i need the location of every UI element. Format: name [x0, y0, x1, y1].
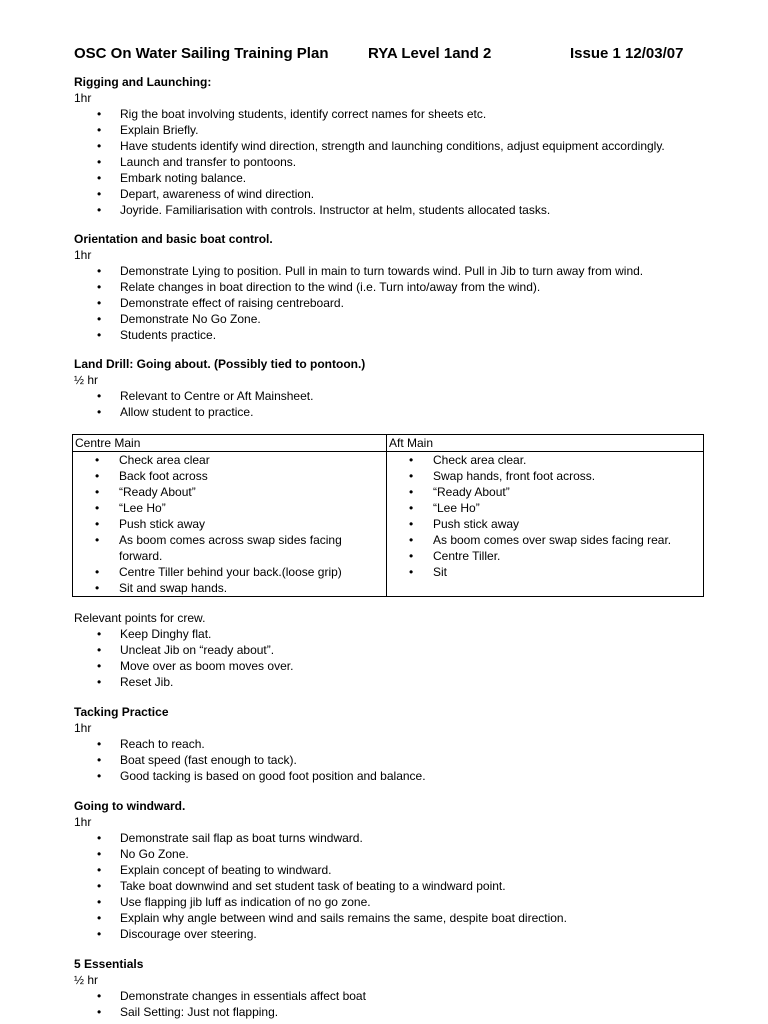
list-item: • Explain Briefly. [74, 122, 706, 138]
list-item: • Push stick away [75, 516, 384, 532]
section-going-to-windward [74, 798, 706, 942]
list-item: • Use flapping jib luff as indication of no go zone. [74, 894, 706, 910]
list-item: • Reset Jib. [74, 674, 706, 690]
document-issue: Issue 1 12/03/07 [570, 45, 684, 62]
list-item: • Centre Tiller behind your back.(loose grip) [75, 564, 384, 580]
bullet-list [74, 626, 706, 690]
list-item: • Boat speed (fast enough to tack). [74, 752, 706, 768]
list-item: • “Lee Ho” [389, 500, 701, 516]
section-title: Land Drill: Going about. (Possibly tied to pontoon.) [74, 357, 366, 371]
list-item: • Embark noting balance. [74, 170, 706, 186]
section-tacking-practice [74, 704, 706, 784]
list-item: • Reach to reach. [74, 736, 706, 752]
bullet-list [74, 736, 706, 784]
list-item: • Rig the boat involving students, identify correct names for sheets etc. [74, 106, 706, 122]
list-item: • Discourage over steering. [74, 926, 706, 942]
table-header-aft-main: Aft Main [387, 435, 704, 452]
list-item: • “Lee Ho” [75, 500, 384, 516]
list-item: • No Go Zone. [74, 846, 706, 862]
list-item: • Sail Setting: Just not flapping. [74, 1004, 706, 1020]
list-item: • Explain concept of beating to windward. [74, 862, 706, 878]
list-item: • Allow student to practice. [74, 404, 706, 420]
list-item: • Centre Tiller. [389, 548, 701, 564]
list-item: • Swap hands, front foot across. [389, 468, 701, 484]
going-about-table [72, 434, 704, 597]
table-header-centre-main: Centre Main [73, 435, 387, 452]
document-title: OSC On Water Sailing Training Plan [74, 45, 329, 62]
list-item: • Back foot across [75, 468, 384, 484]
table-cell-centre-main [73, 452, 387, 597]
document-page [74, 44, 706, 1020]
section-land-drill [74, 356, 706, 420]
section-5-essentials [74, 956, 706, 1020]
list-item: • Good tacking is based on good foot position and balance. [74, 768, 706, 784]
section-duration: 1hr [74, 721, 92, 735]
section-title: Going to windward. [74, 799, 186, 813]
bullet-list [74, 388, 706, 420]
list-item: • Students practice. [74, 327, 706, 343]
section-crew-points [74, 610, 706, 690]
bullet-list [74, 106, 706, 218]
list-item: • Take boat downwind and set student task of beating to a windward point. [74, 878, 706, 894]
list-item: • Keep Dinghy flat. [74, 626, 706, 642]
table-cell-aft-main [387, 452, 704, 597]
section-duration: ½ hr [74, 973, 99, 987]
section-title: 5 Essentials [74, 957, 144, 971]
list-item: • Relevant to Centre or Aft Mainsheet. [74, 388, 706, 404]
list-item: • Have students identify wind direction, strength and launching conditions, adjust equipment accordingly. [74, 138, 706, 154]
list-item: • Demonstrate Lying to position. Pull in main to turn towards wind. Pull in Jib to turn away from wind. [74, 263, 706, 279]
list-item: • As boom comes over swap sides facing rear. [389, 532, 701, 548]
section-duration: 1hr [74, 248, 92, 262]
list-item: • Depart, awareness of wind direction. [74, 186, 706, 202]
document-header [74, 44, 706, 64]
list-item: • Launch and transfer to pontoons. [74, 154, 706, 170]
list-item: • As boom comes across swap sides facing forward. [75, 532, 384, 564]
bullet-list [74, 988, 706, 1020]
section-orientation [74, 231, 706, 343]
list-item: • Move over as boom moves over. [74, 658, 706, 674]
list-item: • “Ready About” [75, 484, 384, 500]
list-item: • Check area clear [75, 452, 384, 468]
section-title: Orientation and basic boat control. [74, 232, 273, 246]
section-duration: 1hr [74, 815, 92, 829]
bullet-list [74, 830, 706, 942]
bullet-list [74, 263, 706, 343]
list-item: • Demonstrate sail flap as boat turns windward. [74, 830, 706, 846]
list-item: • Uncleat Jib on “ready about”. [74, 642, 706, 658]
list-item: • Demonstrate changes in essentials affect boat [74, 988, 706, 1004]
bullet-list [389, 452, 701, 580]
section-rigging-launching [74, 74, 706, 218]
list-item: • Check area clear. [389, 452, 701, 468]
list-item: • Sit and swap hands. [75, 580, 384, 596]
list-item: • Explain why angle between wind and sails remains the same, despite boat direction. [74, 910, 706, 926]
section-duration: ½ hr [74, 373, 99, 387]
list-item: • Push stick away [389, 516, 701, 532]
section-title: Tacking Practice [74, 705, 169, 719]
list-item: • Relate changes in boat direction to the wind (i.e. Turn into/away from the wind). [74, 279, 706, 295]
section-subtitle: Relevant points for crew. [74, 611, 206, 625]
document-level: RYA Level 1and 2 [368, 45, 492, 62]
bullet-list [75, 452, 384, 596]
section-duration: 1hr [74, 91, 92, 105]
list-item: • Demonstrate effect of raising centreboard. [74, 295, 706, 311]
list-item: • Sit [389, 564, 701, 580]
list-item: • Demonstrate No Go Zone. [74, 311, 706, 327]
list-item: • Joyride. Familiarisation with controls. Instructor at helm, students allocated tasks. [74, 202, 706, 218]
list-item: • “Ready About” [389, 484, 701, 500]
section-title: Rigging and Launching: [74, 75, 212, 89]
